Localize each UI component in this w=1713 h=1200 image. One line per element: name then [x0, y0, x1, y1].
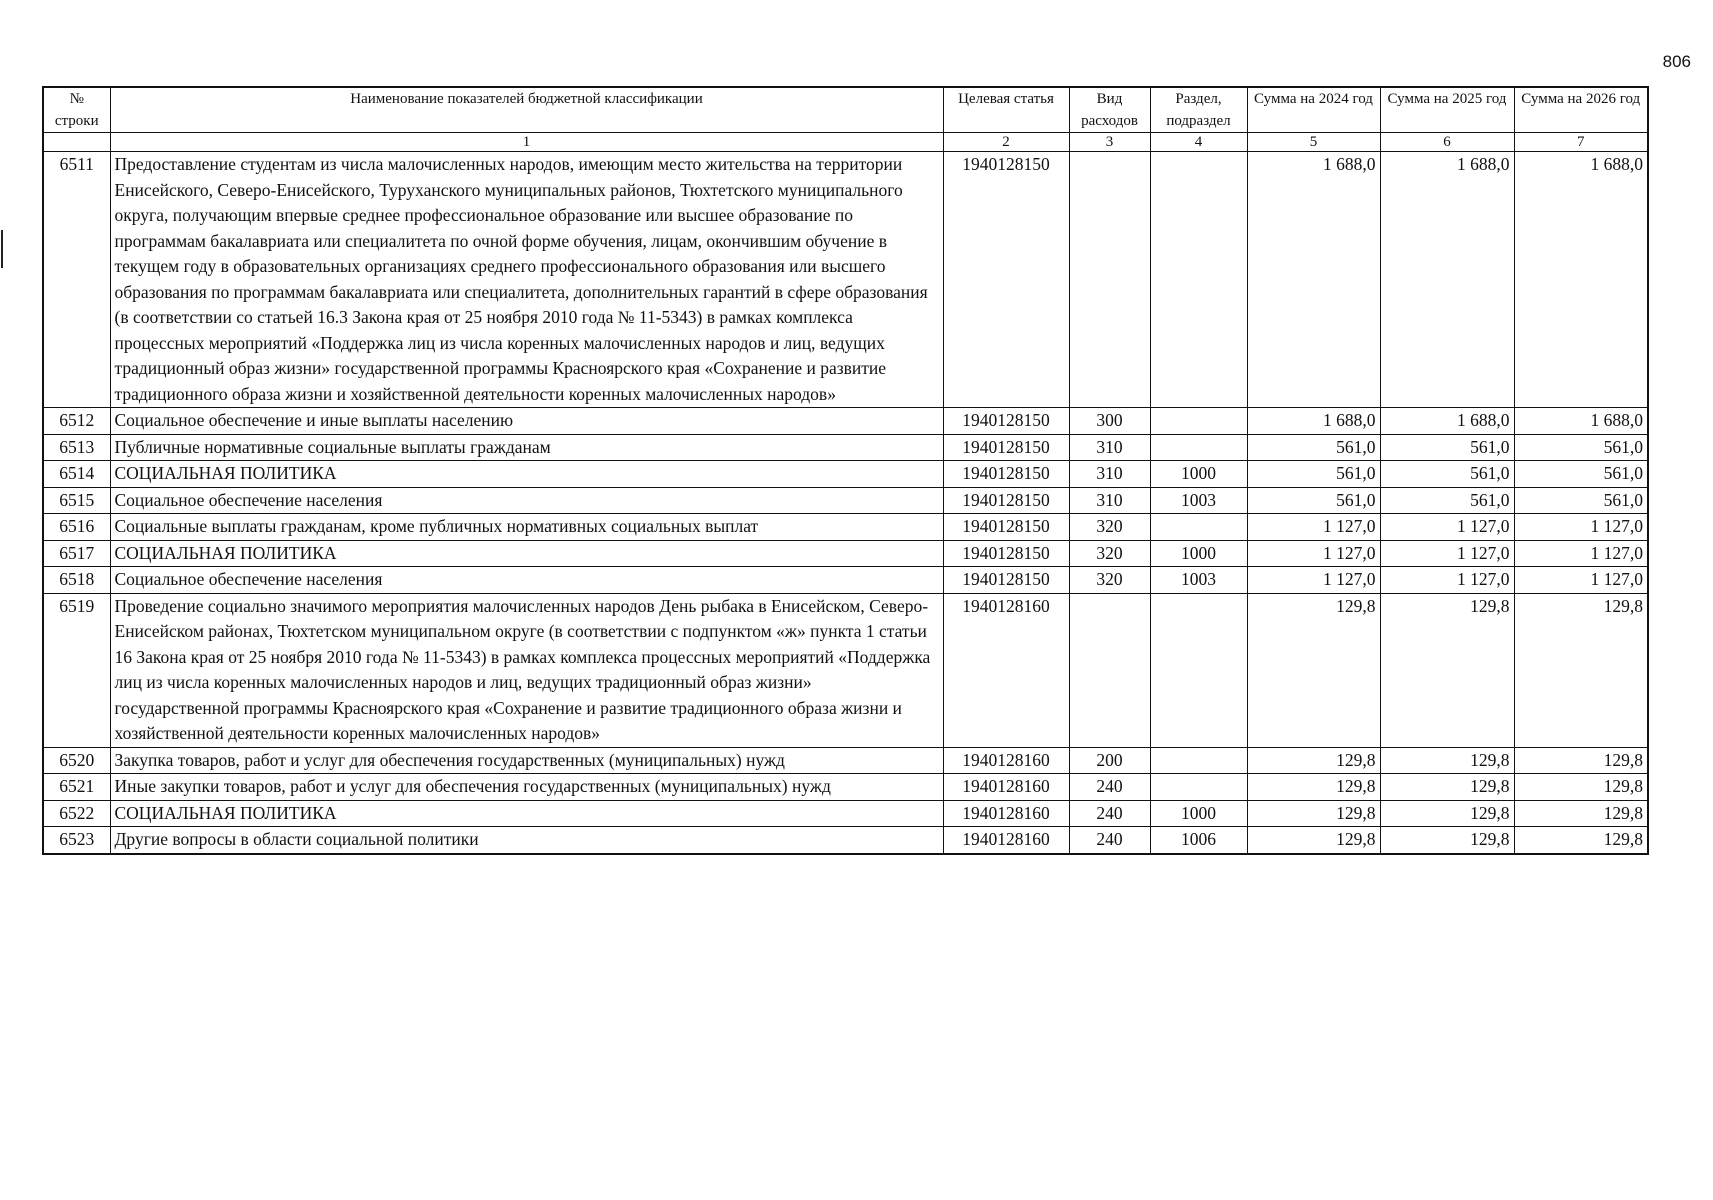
row-kind: 320	[1069, 567, 1150, 594]
row-sum-2025: 1 127,0	[1380, 540, 1514, 567]
row-sum-2025: 129,8	[1380, 800, 1514, 827]
table-row	[43, 461, 1648, 488]
row-section	[1150, 593, 1247, 747]
col-number: 6	[1380, 133, 1514, 152]
header-name: Наименование показателей бюджетной классификации	[110, 87, 943, 133]
row-number: 6518	[43, 567, 110, 594]
row-kind: 320	[1069, 514, 1150, 541]
row-name: Социальное обеспечение и иные выплаты населению	[110, 408, 943, 435]
row-sum-2025: 1 127,0	[1380, 567, 1514, 594]
row-section	[1150, 747, 1247, 774]
row-sum-2025: 561,0	[1380, 434, 1514, 461]
row-number: 6516	[43, 514, 110, 541]
row-name: Социальное обеспечение населения	[110, 567, 943, 594]
row-name: Проведение социально значимого мероприятия малочисленных народов День рыбака в Енисейском, Северо-Енисейском районах, Тюхтетском муниципальном округе (в соответствии с подпунктом «ж» пункта 1 статьи 16 Закона края от 25 ноября 2010 года № 11-5343) в рамках комплекса процессных мероприятий «Поддержка лиц из числа коренных малочисленных народов и лиц, ведущих традиционный образ жизни» государственной программы Красноярского края «Сохранение и развитие традиционного образа жизни и хозяйственной деятельности коренных малочисленных народов»	[110, 593, 943, 747]
table-row	[43, 152, 1648, 408]
row-section: 1003	[1150, 567, 1247, 594]
row-target: 1940128150	[943, 408, 1069, 435]
budget-table	[42, 86, 1649, 855]
row-name: Социальные выплаты гражданам, кроме публичных нормативных социальных выплат	[110, 514, 943, 541]
row-kind: 240	[1069, 774, 1150, 801]
table-row	[43, 593, 1648, 747]
row-target: 1940128150	[943, 487, 1069, 514]
row-target: 1940128150	[943, 567, 1069, 594]
table-row	[43, 487, 1648, 514]
row-target: 1940128150	[943, 540, 1069, 567]
row-section	[1150, 152, 1247, 408]
row-section: 1006	[1150, 827, 1247, 854]
table-row	[43, 434, 1648, 461]
row-kind: 240	[1069, 827, 1150, 854]
header-section: Раздел, подраздел	[1150, 87, 1247, 133]
row-section: 1000	[1150, 461, 1247, 488]
table-row	[43, 800, 1648, 827]
header-row-no: № строки	[43, 87, 110, 133]
header-row	[43, 87, 1648, 133]
row-sum-2026: 1 127,0	[1514, 540, 1648, 567]
table-row	[43, 540, 1648, 567]
table-row	[43, 567, 1648, 594]
row-target: 1940128160	[943, 593, 1069, 747]
scan-artifact-line	[1, 230, 3, 268]
page-number: 806	[1662, 52, 1691, 71]
row-number: 6511	[43, 152, 110, 408]
header-kind: Вид расходов	[1069, 87, 1150, 133]
table-row	[43, 747, 1648, 774]
row-kind: 310	[1069, 487, 1150, 514]
row-target: 1940128160	[943, 774, 1069, 801]
row-sum-2024: 1 127,0	[1247, 514, 1380, 541]
row-name: СОЦИАЛЬНАЯ ПОЛИТИКА	[110, 800, 943, 827]
row-sum-2025: 129,8	[1380, 747, 1514, 774]
row-sum-2026: 129,8	[1514, 747, 1648, 774]
row-target: 1940128160	[943, 827, 1069, 854]
row-kind: 240	[1069, 800, 1150, 827]
row-sum-2024: 1 127,0	[1247, 567, 1380, 594]
table-row	[43, 514, 1648, 541]
row-target: 1940128150	[943, 514, 1069, 541]
row-sum-2024: 129,8	[1247, 827, 1380, 854]
row-kind: 320	[1069, 540, 1150, 567]
row-sum-2024: 129,8	[1247, 800, 1380, 827]
row-sum-2025: 561,0	[1380, 487, 1514, 514]
row-sum-2026: 1 127,0	[1514, 567, 1648, 594]
row-number: 6515	[43, 487, 110, 514]
row-name: СОЦИАЛЬНАЯ ПОЛИТИКА	[110, 461, 943, 488]
row-number: 6517	[43, 540, 110, 567]
row-name: Предоставление студентам из числа малочисленных народов, имеющим место жительства на территории Енисейского, Северо-Енисейского, Туруханского муниципальных районов, Тюхтетского муниципального округа, получающим впервые среднее профессиональное образование или высшее образование по программам бакалавриата или специалитета по очной форме обучения, лицам, окончившим обучение в текущем году в образовательных организациях среднего профессионального образования или высшего образования по программам бакалавриата или специалитета, дополнительных гарантий в сфере образования (в соответствии со статьей 16.3 Закона края от 25 ноября 2010 года № 11-5343) в рамках комплекса процессных мероприятий «Поддержка лиц из числа коренных малочисленных народов и лиц, ведущих традиционный образ жизни» государственной программы Красноярского края «Сохранение и развитие традиционного образа жизни и хозяйственной деятельности коренных малочисленных народов»	[110, 152, 943, 408]
row-kind: 310	[1069, 461, 1150, 488]
column-number-row	[43, 133, 1648, 152]
row-number: 6521	[43, 774, 110, 801]
table-row	[43, 827, 1648, 854]
row-sum-2025: 129,8	[1380, 774, 1514, 801]
col-number	[43, 133, 110, 152]
row-sum-2026: 561,0	[1514, 487, 1648, 514]
row-sum-2026: 129,8	[1514, 827, 1648, 854]
row-kind: 200	[1069, 747, 1150, 774]
table-row	[43, 408, 1648, 435]
row-section	[1150, 408, 1247, 435]
row-number: 6513	[43, 434, 110, 461]
row-target: 1940128150	[943, 461, 1069, 488]
row-sum-2025: 1 688,0	[1380, 152, 1514, 408]
col-number: 7	[1514, 133, 1648, 152]
row-sum-2026: 561,0	[1514, 461, 1648, 488]
row-sum-2026: 129,8	[1514, 800, 1648, 827]
row-sum-2026: 129,8	[1514, 774, 1648, 801]
row-section: 1000	[1150, 540, 1247, 567]
row-sum-2026: 1 688,0	[1514, 152, 1648, 408]
table-row	[43, 774, 1648, 801]
header-sum-2026: Сумма на 2026 год	[1514, 87, 1648, 133]
row-sum-2025: 561,0	[1380, 461, 1514, 488]
row-target: 1940128150	[943, 434, 1069, 461]
row-target: 1940128160	[943, 747, 1069, 774]
row-target: 1940128160	[943, 800, 1069, 827]
row-number: 6514	[43, 461, 110, 488]
row-number: 6512	[43, 408, 110, 435]
row-sum-2026: 561,0	[1514, 434, 1648, 461]
row-kind: 300	[1069, 408, 1150, 435]
col-number: 4	[1150, 133, 1247, 152]
row-kind	[1069, 593, 1150, 747]
row-sum-2026: 1 688,0	[1514, 408, 1648, 435]
header-target: Целевая статья	[943, 87, 1069, 133]
row-number: 6519	[43, 593, 110, 747]
col-number: 3	[1069, 133, 1150, 152]
row-sum-2026: 1 127,0	[1514, 514, 1648, 541]
row-kind: 310	[1069, 434, 1150, 461]
row-kind	[1069, 152, 1150, 408]
row-sum-2024: 129,8	[1247, 747, 1380, 774]
row-name: Закупка товаров, работ и услуг для обеспечения государственных (муниципальных) нужд	[110, 747, 943, 774]
row-name: Публичные нормативные социальные выплаты гражданам	[110, 434, 943, 461]
row-sum-2024: 561,0	[1247, 487, 1380, 514]
col-number: 5	[1247, 133, 1380, 152]
row-section	[1150, 434, 1247, 461]
row-section: 1003	[1150, 487, 1247, 514]
row-sum-2025: 1 688,0	[1380, 408, 1514, 435]
row-sum-2025: 129,8	[1380, 827, 1514, 854]
row-number: 6523	[43, 827, 110, 854]
row-sum-2025: 1 127,0	[1380, 514, 1514, 541]
col-number: 2	[943, 133, 1069, 152]
header-sum-2025: Сумма на 2025 год	[1380, 87, 1514, 133]
row-target: 1940128150	[943, 152, 1069, 408]
row-sum-2026: 129,8	[1514, 593, 1648, 747]
row-sum-2025: 129,8	[1380, 593, 1514, 747]
row-sum-2024: 1 127,0	[1247, 540, 1380, 567]
col-number: 1	[110, 133, 943, 152]
row-sum-2024: 1 688,0	[1247, 408, 1380, 435]
header-sum-2024: Сумма на 2024 год	[1247, 87, 1380, 133]
row-section	[1150, 774, 1247, 801]
row-number: 6522	[43, 800, 110, 827]
row-sum-2024: 129,8	[1247, 593, 1380, 747]
row-name: Социальное обеспечение населения	[110, 487, 943, 514]
row-name: Другие вопросы в области социальной политики	[110, 827, 943, 854]
row-name: Иные закупки товаров, работ и услуг для обеспечения государственных (муниципальных) нужд	[110, 774, 943, 801]
row-section: 1000	[1150, 800, 1247, 827]
row-section	[1150, 514, 1247, 541]
row-name: СОЦИАЛЬНАЯ ПОЛИТИКА	[110, 540, 943, 567]
row-sum-2024: 561,0	[1247, 461, 1380, 488]
row-number: 6520	[43, 747, 110, 774]
row-sum-2024: 1 688,0	[1247, 152, 1380, 408]
row-sum-2024: 561,0	[1247, 434, 1380, 461]
row-sum-2024: 129,8	[1247, 774, 1380, 801]
